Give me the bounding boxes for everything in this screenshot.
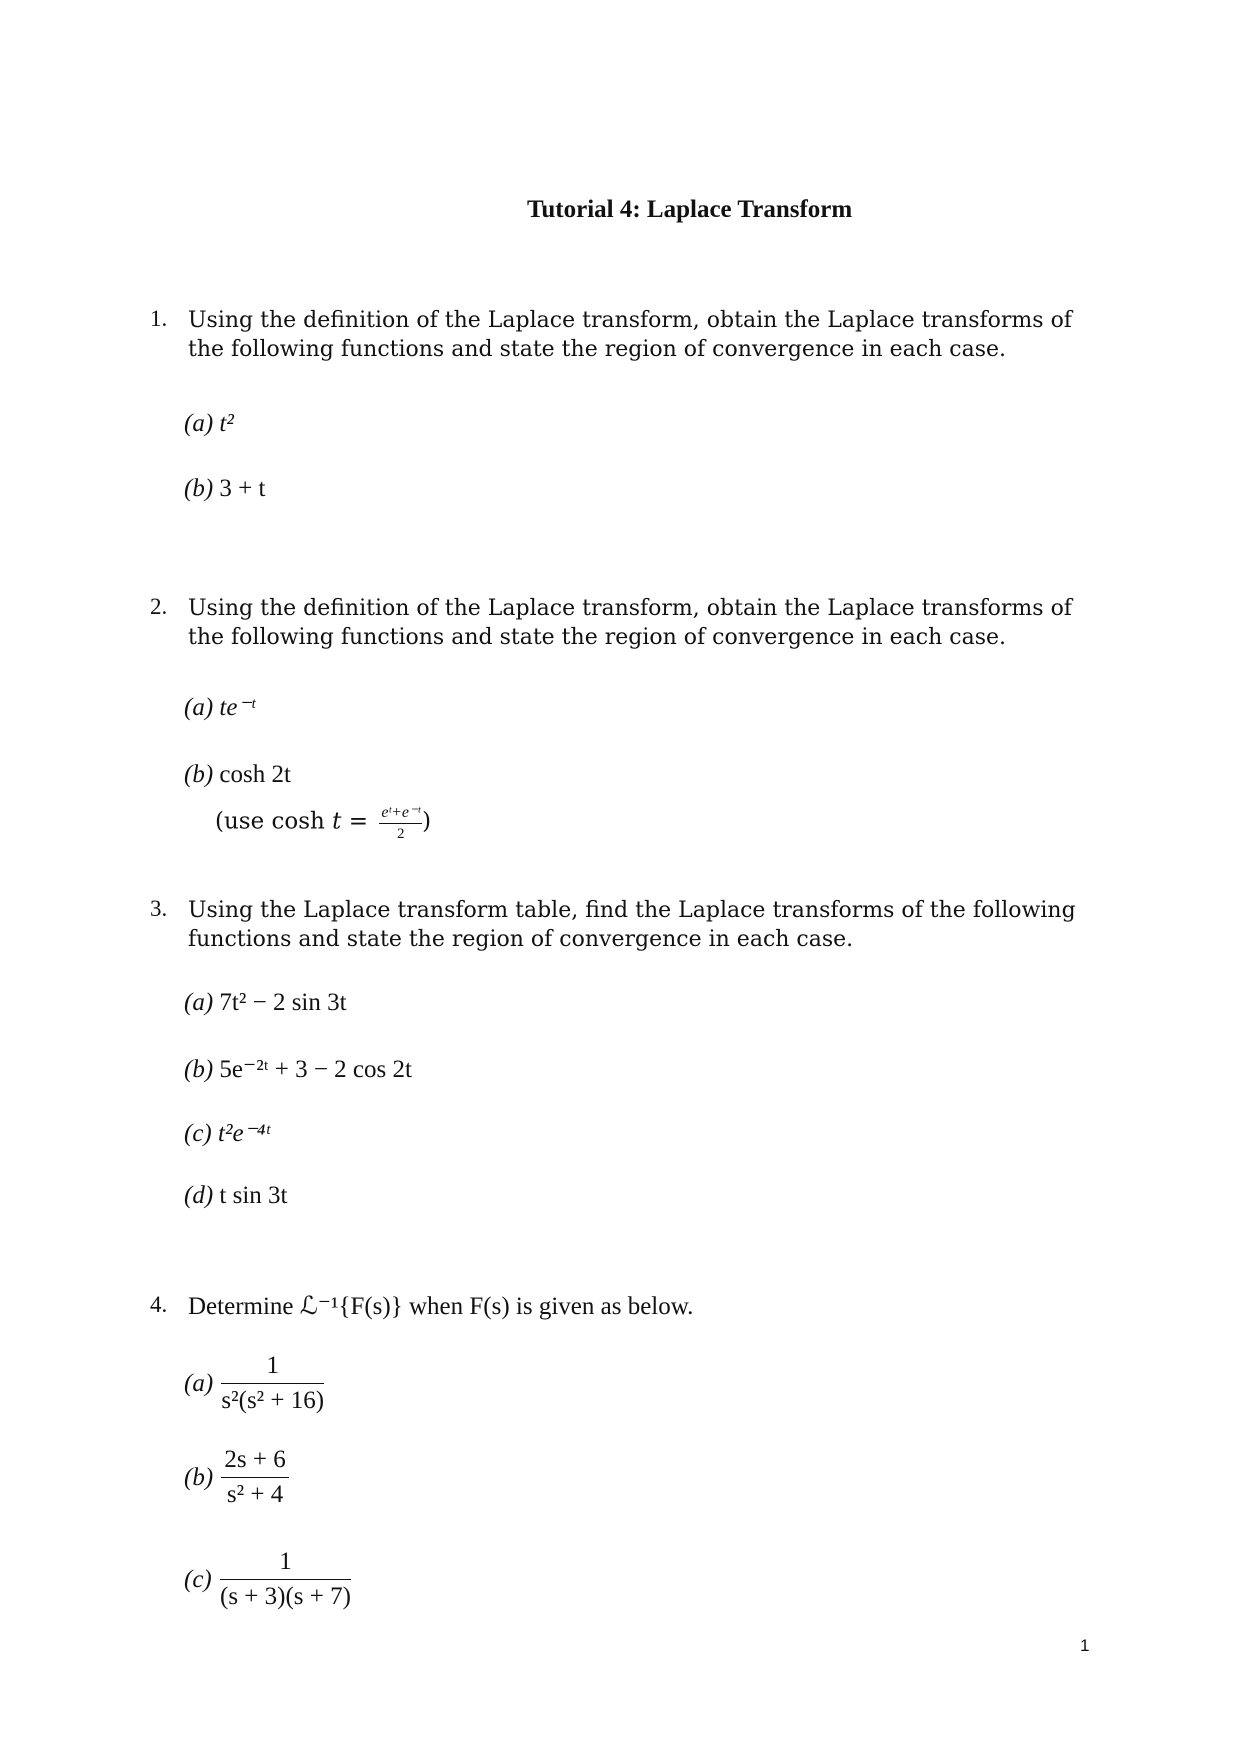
part-expression: t² — [219, 410, 234, 437]
part-label: (b) — [184, 475, 214, 502]
question-4-text: Determine ℒ⁻¹{F(s)} when F(s) is given as below. — [188, 1293, 694, 1320]
question-2-number: 2. — [150, 594, 168, 619]
fraction-numerator: 1 — [220, 1548, 351, 1580]
part-label: (c) — [184, 1120, 212, 1147]
fraction-denominator: (s + 3)(s + 7) — [220, 1583, 351, 1610]
question-2-part-a — [184, 692, 255, 722]
question-1-number: 1. — [150, 306, 168, 331]
hint-suffix: ) — [422, 808, 432, 835]
fraction-numerator: eᵗ+e⁻ᵗ — [379, 802, 422, 824]
question-4-part-b — [184, 1446, 289, 1509]
fraction — [221, 1352, 324, 1415]
question-1-part-b — [184, 475, 265, 503]
fraction — [221, 1446, 288, 1509]
part-label: (b) — [184, 1056, 214, 1083]
part-label: (c) — [184, 1565, 212, 1593]
fraction-numerator: 1 — [221, 1352, 324, 1384]
part-label: (b) — [184, 1463, 214, 1491]
part-label: (a) — [184, 1369, 214, 1397]
question-3-number: 3. — [150, 896, 168, 921]
page-title: Tutorial 4: Laplace Transform — [527, 196, 853, 223]
part-expression: te⁻ᵗ — [219, 694, 255, 721]
question-3-part-d — [184, 1182, 287, 1210]
question-4-part-c — [184, 1548, 351, 1611]
hint-prefix: (use cosh — [215, 808, 325, 835]
part-label: (b) — [184, 761, 214, 788]
question-1-text: Using the definition of the Laplace transform, obtain the Laplace transforms of the following functions and state the region of convergence in each case. — [188, 308, 1072, 362]
part-expression: 7t² − 2 sin 3t — [219, 989, 347, 1016]
page-number: 1 — [1080, 1636, 1090, 1655]
part-expression: t sin 3t — [219, 1182, 288, 1209]
fraction-numerator: 2s + 6 — [221, 1446, 288, 1478]
question-3-part-b — [184, 1054, 412, 1084]
part-label: (a) — [184, 694, 214, 721]
part-expression: t²e⁻⁴ᵗ — [218, 1120, 270, 1147]
question-4-part-a — [184, 1352, 324, 1415]
hint-fraction — [379, 802, 422, 843]
question-3-text: Using the Laplace transform table, find the Laplace transforms of the following functions and state the region of convergence in each case. — [188, 898, 1076, 952]
fraction-denominator: s² + 4 — [226, 1481, 284, 1508]
part-label: (a) — [184, 410, 214, 437]
part-label: (d) — [184, 1182, 214, 1209]
part-expression: 5e⁻²ᵗ + 3 − 2 cos 2t — [219, 1056, 412, 1083]
fraction-denominator: s²(s² + 16) — [221, 1387, 325, 1414]
hint-equals: = — [348, 808, 369, 835]
question-2-text: Using the definition of the Laplace transform, obtain the Laplace transforms of the following functions and state the region of convergence in each case. — [188, 596, 1072, 650]
fraction-denominator: 2 — [396, 826, 405, 842]
hint-variable: t — [332, 808, 342, 835]
fraction — [220, 1548, 351, 1611]
part-expression: 3 + t — [219, 475, 266, 502]
part-label: (a) — [184, 989, 214, 1016]
question-3-part-c — [184, 1118, 270, 1148]
question-3-part-a — [184, 989, 347, 1017]
question-4-number: 4. — [150, 1292, 168, 1317]
question-2-part-b — [184, 761, 291, 789]
part-expression: cosh 2t — [219, 761, 291, 788]
cosh-hint — [215, 802, 431, 843]
question-1-part-a — [184, 410, 234, 438]
